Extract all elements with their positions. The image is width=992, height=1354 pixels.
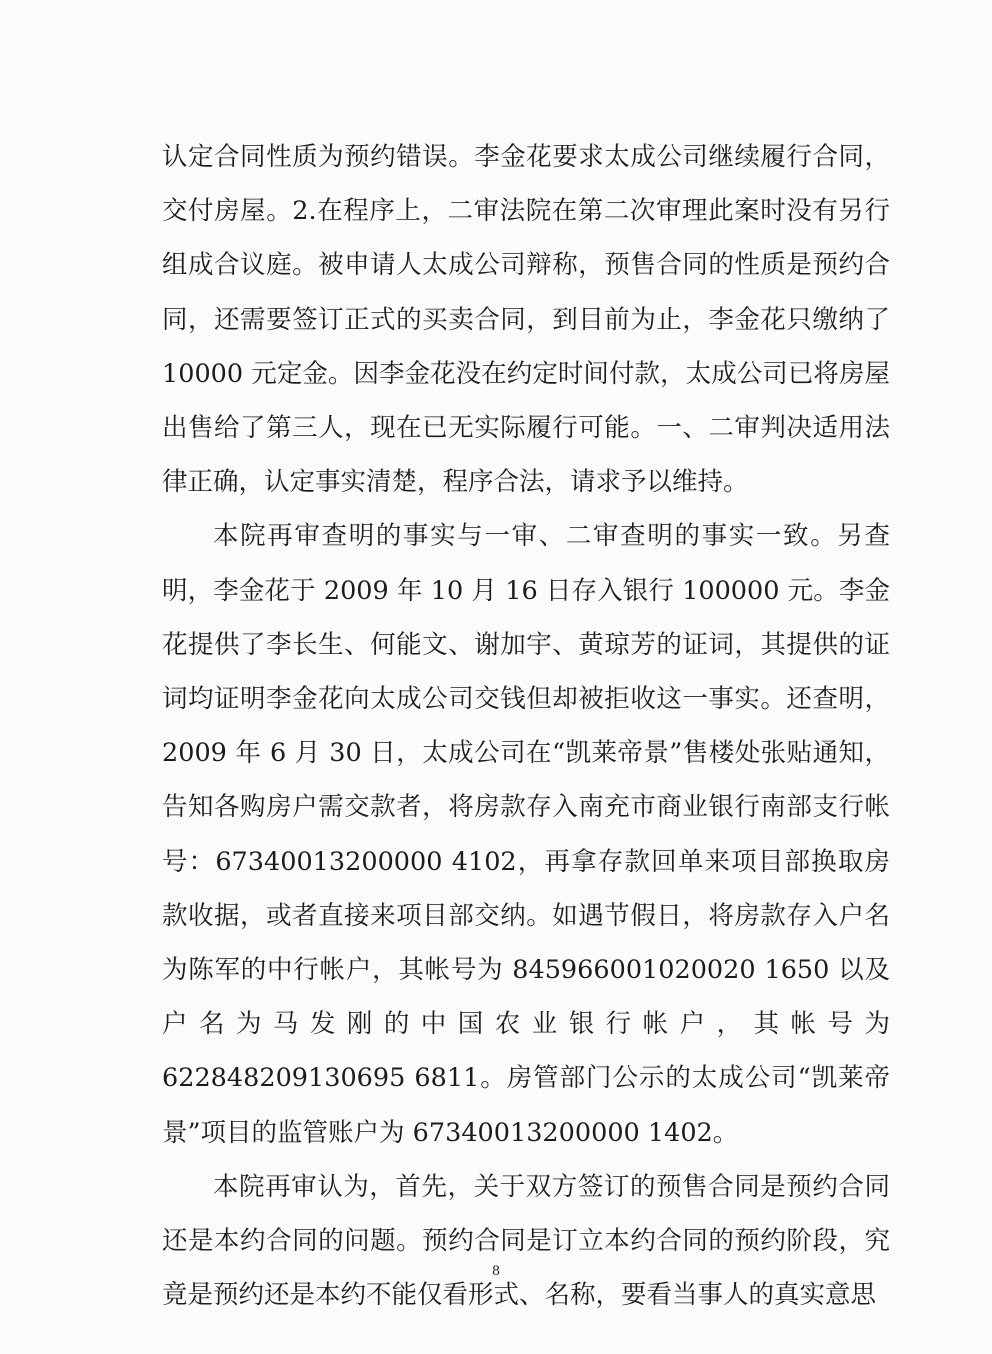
paragraph-3: 本院再审认为，首先，关于双方签订的预售合同是预约合同还是本约合同的问题。预约合同是订立本约合同的预约阶段，究竟是预约还是本约不能仅看形式、名称，要看当事人的真实意思 — [162, 1171, 890, 1311]
paragraph-1: 认定合同性质为预约错误。李金花要求太成公司继续履行合同，交付房屋。2.在程序上，二审法院在第二次审理此案时没有另行组成合议庭。被申请人太成公司辩称，预售合同的性质是预约合同，还需要签订正式的买卖合同，到目前为止，李金花只缴纳了10000 元定金。因李金花没在约定时间付款，太成公司已将房屋出售给了第三人，现在已无实际履行可能。一、二审判决适用法律正确，认定事实清楚，程序合法，请求予以维持。 — [162, 142, 890, 498]
paragraph-2: 本院再审查明的事实与一审、二审查明的事实一致。另查明，李金花于 2009 年 10 月 16 日存入银行 100000 元。李金花提供了李长生、何能文、谢加宇、黄琼芳的证词，其提供的证词均证明李金花向太成公司交钱但却被拒收这一事实。还查明，2009 年 6 月 30 日，太成公司在“凯莱帝景”售楼处张贴通知，告知各购房户需交款者，将房款存入南充市商业银行南部支行帐号：67340013200000 4102，再拿存款回单来项目部换取房款收据，或者直接来项目部交纳。如遇节假日，将房款存入户名为陈军的中行帐户，其帐号为 845966001020020 1650 以及户名为马发刚的中国农业银行帐户，其帐号为 622848209130695 6811。房管部门公示的太成公司“凯莱帝景”项目的监管账户为 67340013200000 1402。 — [162, 521, 890, 1148]
page-number: 8 — [491, 1264, 501, 1279]
document-body — [162, 130, 890, 1322]
